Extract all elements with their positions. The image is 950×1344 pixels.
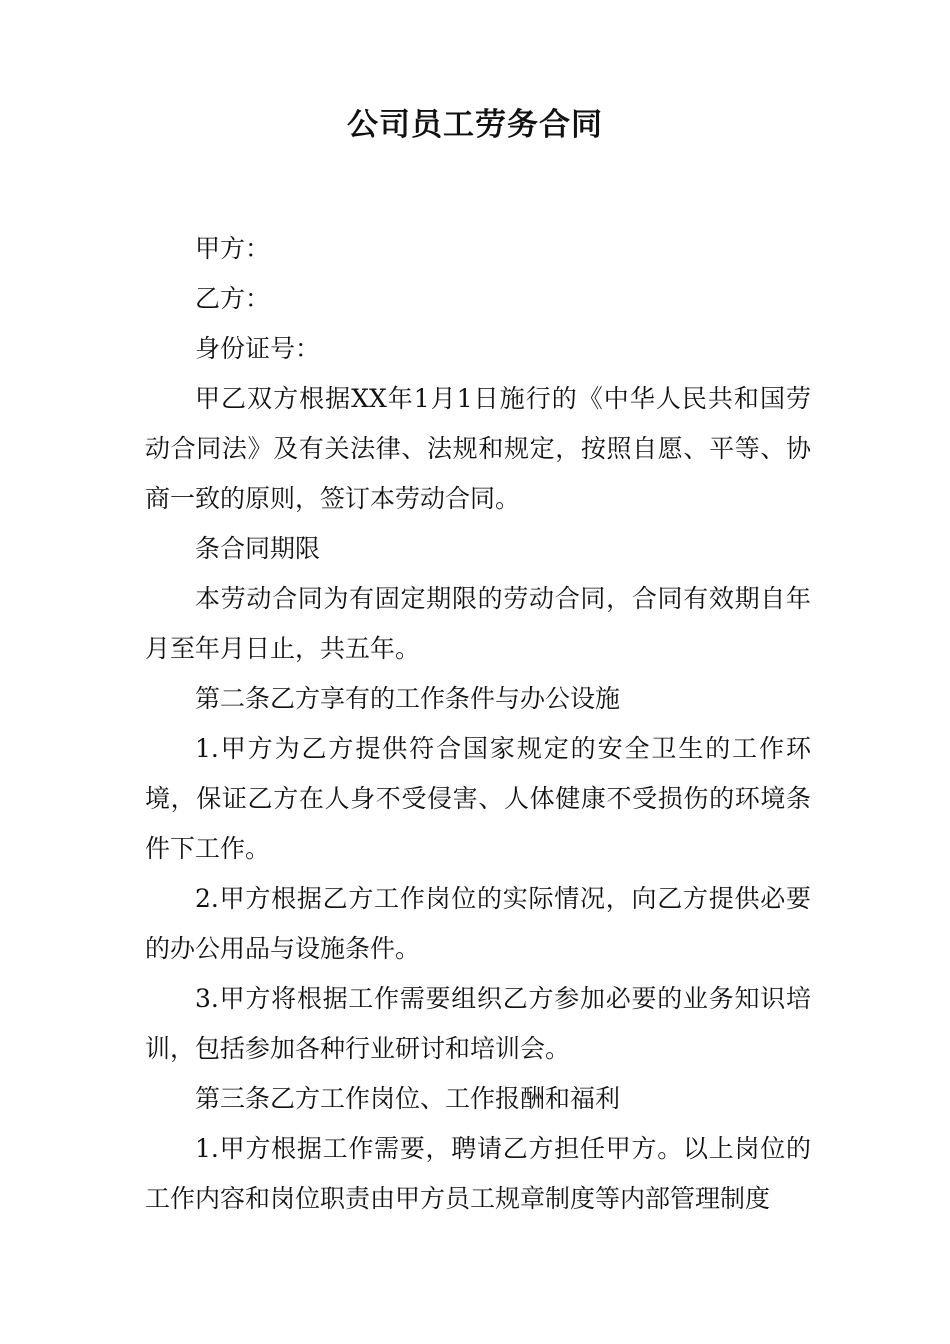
article-2-clause-3: 3.甲方将根据工作需要组织乙方参加必要的业务知识培训，包括参加各种行业研讨和培训会。: [145, 984, 811, 1063]
id-number-line: 身份证号：: [195, 334, 321, 363]
document-title: 公司员工劳务合同: [347, 107, 603, 143]
article-1-paragraph: 本劳动合同为有固定期限的劳动合同，合同有效期自年月至年月日止，共五年。: [145, 584, 811, 663]
party-a-line: 甲方：: [195, 234, 271, 263]
article-3-clause-1: 1.甲方根据工作需要，聘请乙方担任甲方。以上岗位的工作内容和岗位职责由甲方员工规章制度等内部管理制度: [145, 1134, 811, 1213]
article-1-heading: 条合同期限: [195, 534, 321, 563]
party-b-line: 乙方：: [195, 284, 271, 313]
article-2-clause-2: 2.甲方根据乙方工作岗位的实际情况，向乙方提供必要的办公用品与设施条件。: [145, 884, 811, 963]
article-3-heading: 第三条乙方工作岗位、工作报酬和福利: [195, 1084, 621, 1113]
article-2-clause-1: 1.甲方为乙方提供符合国家规定的安全卫生的工作环境，保证乙方在人身不受侵害、人体健康不受损伤的环境条件下工作。: [145, 734, 811, 863]
preamble-paragraph: 甲乙双方根据XX年1月1日施行的《中华人民共和国劳动合同法》及有关法律、法规和规定，按照自愿、平等、协商一致的原则，签订本劳动合同。: [145, 384, 811, 513]
article-2-heading: 第二条乙方享有的工作条件与办公设施: [195, 684, 621, 713]
document-body: [145, 224, 811, 1224]
